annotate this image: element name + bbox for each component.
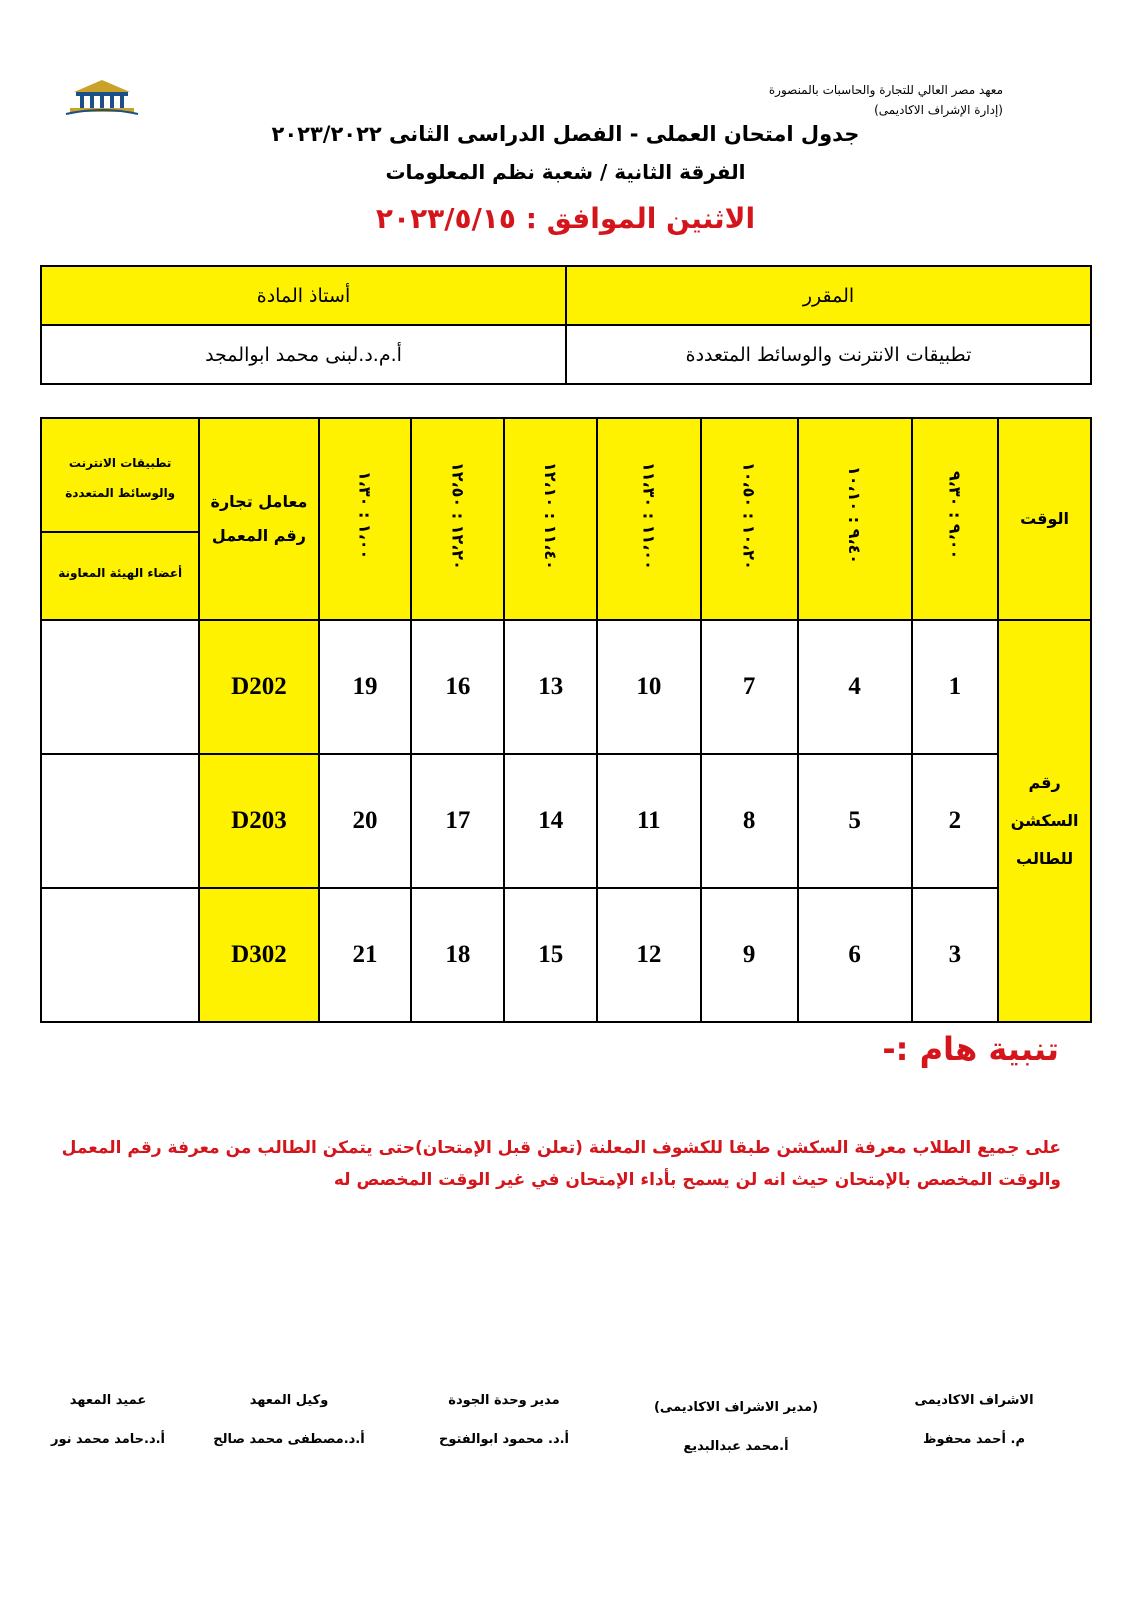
section-cell: 10 [597, 620, 700, 754]
section-cell: 6 [798, 888, 912, 1022]
lab-header [199, 418, 318, 620]
staff-cell-empty [41, 888, 199, 1022]
signature-role: (مدير الاشراف الاكاديمى) [653, 1400, 819, 1415]
page-subtitle: الفرقة الثانية / شعبة نظم المعلومات [385, 160, 746, 184]
schedule-table [40, 417, 1092, 1023]
section-cell: 11 [597, 754, 700, 888]
section-cell: 4 [798, 620, 912, 754]
course-header: المقرر [566, 266, 1091, 325]
section-cell: 21 [319, 888, 412, 1022]
signature-name: م. أحمد محفوظ [923, 1432, 1025, 1447]
section-cell: 8 [701, 754, 798, 888]
signature-name: أ.محمد عبدالبديع [683, 1439, 789, 1454]
section-label-line-3: للطالب [1016, 849, 1074, 868]
section-cell: 9 [701, 888, 798, 1022]
signature-name: أ.د.مصطفى محمد صالح [213, 1432, 365, 1447]
section-cell: 1 [912, 620, 999, 754]
department-name: (إدارة الإشراف الاكاديمى) [874, 103, 1003, 117]
time-slot-text: ١٢،٢٠ : ١٢،٥٠ [448, 461, 468, 570]
section-cell: 17 [411, 754, 504, 888]
lab-cell: D302 [199, 888, 318, 1022]
time-slot-2 [798, 418, 912, 620]
signature-role: مدير وحدة الجودة [448, 1393, 560, 1408]
page-title: جدول امتحان العملى - الفصل الدراسى الثانى ٢٠٢٣/٢٠٢٢ [271, 122, 860, 146]
section-cell: 7 [701, 620, 798, 754]
section-cell: 20 [319, 754, 412, 888]
signature-block [209, 1393, 369, 1447]
teacher-header: أستاذ المادة [41, 266, 566, 325]
time-slot-text: ١١،٠٠ : ١١،٣٠ [639, 461, 659, 570]
subject-staff-header [41, 418, 199, 620]
signature-block [651, 1400, 821, 1454]
time-slot-text: ٩،٤٠ : ١٠،١٠ [845, 466, 865, 565]
section-label [998, 620, 1091, 1022]
exam-date: الاثنين الموافق : ٢٠٢٣/٥/١٥ [375, 202, 756, 235]
time-slot-4 [597, 418, 700, 620]
teacher-name: أ.م.د.لبنى محمد ابوالمجد [41, 325, 566, 384]
time-slot-text: ١٠،٢٠ : ١٠،٥٠ [739, 461, 759, 570]
section-cell: 2 [912, 754, 999, 888]
institute-logo-icon [62, 78, 142, 118]
signature-block [429, 1393, 579, 1447]
signature-role: الاشراف الاكاديمى [914, 1393, 1034, 1408]
signature-role: وكيل المعهد [249, 1393, 329, 1408]
section-cell: 3 [912, 888, 999, 1022]
signature-block [899, 1393, 1049, 1447]
time-slot-1 [912, 418, 999, 620]
time-slot-text: ١،٠٠ : ١،٣٠ [355, 471, 375, 560]
notice-heading: تنبية هام :- [882, 1030, 1059, 1068]
signature-name: أ.د. محمود ابوالفتوح [438, 1432, 570, 1447]
course-name: تطبيقات الانترنت والوسائط المتعددة [566, 325, 1091, 384]
course-table [40, 265, 1092, 385]
table-row [41, 754, 1091, 888]
table-row [41, 620, 1091, 754]
time-slot-text: ١١،٤٠ : ١٢،١٠ [541, 461, 561, 570]
institute-name: معهد مصر العالي للتجارة والحاسبات بالمنصورة [768, 83, 1003, 97]
lab-cell: D203 [199, 754, 318, 888]
lab-header-line-2: رقم المعمل [211, 526, 306, 545]
time-slot-7 [319, 418, 412, 620]
signature-name: أ.د.حامد محمد نور [50, 1432, 166, 1447]
table-row [41, 888, 1091, 1022]
section-label-line-2: السكشن [1010, 811, 1079, 830]
section-cell: 14 [504, 754, 597, 888]
time-label: الوقت [998, 418, 1091, 620]
time-slot-text: ٩،٠٠ : ٩،٣٠ [945, 471, 965, 560]
notice-text: على جميع الطلاب معرفة السكشن طبقا للكشوف المعلنة (تعلن قبل الإمتحان)حتى يتمكن الطالب من معرفة رقم المعمل والوقت المخصص بالإمتحان حيث انه لن يسمح بأداء الإمتحان في غير الوقت المخصص له [61, 1138, 1061, 1190]
staff-cell-empty [41, 620, 199, 754]
section-cell: 5 [798, 754, 912, 888]
section-cell: 15 [504, 888, 597, 1022]
time-slot-6 [411, 418, 504, 620]
section-cell: 12 [597, 888, 700, 1022]
lab-header-line-1: معامل تجارة [210, 492, 308, 511]
subject-cell: تطبيقات الانترنت والوسائط المتعددة [42, 425, 198, 533]
section-cell: 19 [319, 620, 412, 754]
signature-role: عميد المعهد [69, 1393, 147, 1408]
lab-cell: D202 [199, 620, 318, 754]
section-cell: 16 [411, 620, 504, 754]
section-label-line-1: رقم [1028, 773, 1061, 792]
time-slot-5 [504, 418, 597, 620]
time-slot-3 [701, 418, 798, 620]
section-cell: 13 [504, 620, 597, 754]
signature-block [43, 1393, 173, 1447]
institute-header [769, 80, 1003, 120]
section-cell: 18 [411, 888, 504, 1022]
staff-cell-empty [41, 754, 199, 888]
staff-cell: أعضاء الهيئة المعاونة [58, 566, 183, 580]
